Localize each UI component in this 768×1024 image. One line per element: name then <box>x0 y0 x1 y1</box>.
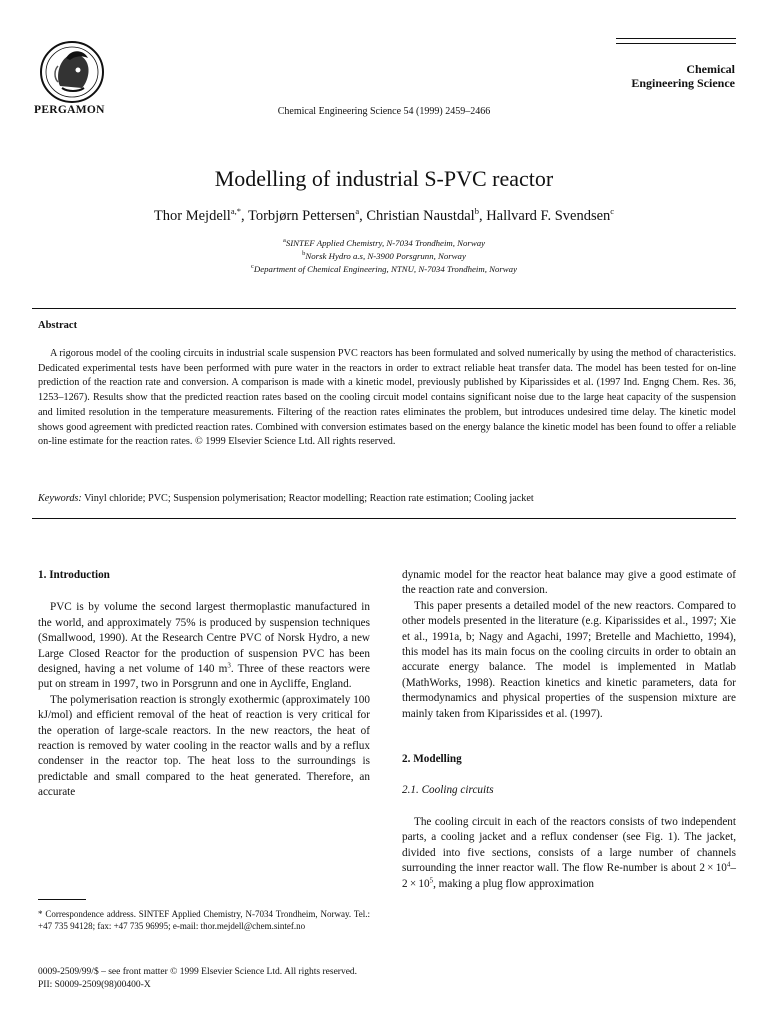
publisher-logo <box>38 40 106 104</box>
issn-line: 0009-2509/99/$ – see front matter © 1999 Elsevier Science Ltd. All rights reserved. <box>38 967 358 977</box>
left-column <box>38 568 370 801</box>
paragraph: dynamic model for the reactor heat balance may give a good estimate of the reaction rate and conversion. <box>402 569 736 597</box>
affiliation: $^c$Department of Chemical Engineering, NTNU, N-7034 Trondheim, Norway <box>251 263 517 274</box>
right-column <box>402 568 736 892</box>
front-matter-info <box>38 966 357 992</box>
journal-name: Chemical Engineering Science <box>631 62 735 90</box>
subsection-heading: 2.1. Cooling circuits <box>402 784 494 797</box>
abstract-heading: Abstract <box>38 320 78 331</box>
publisher-name: PERGAMON <box>34 104 105 116</box>
author-name: Christian Naustdal <box>366 207 475 224</box>
footnote-rule <box>38 899 86 900</box>
paragraph: This paper presents a detailed model of the new reactors. Compared to other models presented in the literature (e.g. Kiparissides et al., 1997; Xie et al., 1991a, b; Nagy and Agachi, 1997; Bretelle and Machietto, 1994), this model has its main focus on the cooling circuits in order to obtain an accurate energy balance. The model is implemented in Matlab (MathWorks, 1998). Reaction kinetics and kinetic parameters, data for thermodynamics and physical properties of the suspension mixture are mainly taken from Kiparissides et al. (1997). <box>402 599 736 720</box>
keywords: Keywords: Vinyl chloride; PVC; Suspension polymerisation; Reactor modelling; Reaction rate estimation; Cooling jacket <box>38 493 534 504</box>
author-name: Hallvard F. Svendsen <box>486 207 611 224</box>
divider <box>32 518 736 519</box>
affiliation: $^b$Norsk Hydro a.s, N-3900 Porsgrunn, Norway <box>302 250 466 261</box>
affiliation: $^a$SINTEF Applied Chemistry, N-7034 Trondheim, Norway <box>282 237 486 248</box>
pii-line: PII: S0009-2509(98)00400-X <box>38 980 151 990</box>
journal-citation: Chemical Engineering Science 54 (1999) 2459–2466 <box>277 106 491 117</box>
abstract-text: A rigorous model of the cooling circuits in industrial scale suspension PVC reactors has been formulated and solved numerically by using the method of characteristics. Dedicated experimental tests have been performed with pure water in the reactors in order to extract reliable heat transfer data. The model has been tested for on-line prediction of the reaction rate and conversion. A comparison is made with a kinetic model, previously published by Kiparissides et al. (1997 Ind. Engng Chem. Res. 36, 1253–1267). Results show that the predicted reaction rates based on the cooling circuit model contains significant noise due to the large heat capacity of the suspension and limited resolution in the temperature measurements. Filtering of the reaction rates eliminates the problem, but introduces undesired time delay. The kinetic model shows good agreement with predicted reaction rates. Combined with conversion estimates based on the energy balance the kinetic model has been found to offer a reliable on-line estimate for the reaction rates. © 1999 Elsevier Science Ltd. All rights reserved. <box>38 348 736 448</box>
paragraph: The polymerisation reaction is strongly exothermic (approximately 100 kJ/mol) and efficient removal of the heat of reaction is very critical for the operation of large-scale reactors. In the new reactors, the heat of reaction is removed by water cooling in the reactor walls and by a reflux condenser in the reactor top. The heat loss to the surroundings is predictable and small compared to the heat generated. Therefore, an accurate <box>38 693 370 799</box>
paragraph: The cooling circuit in each of the reactors consists of two independent parts, a cooling jacket and a reflux condenser (see Fig. 1). The jacket, divided into five sections, consists of a large number of channels surrounding the inner reactor wall. The flow Re-number is about $2 \times 10^4-2 \times 10^5$, making a plug flow approximation <box>402 815 736 890</box>
author-list: Thor Mejdell$^{a,*}$, Torbjørn Pettersen$^a$, Christian Naustdal$^b$, Hallvard F. Svendsen$^c$ <box>153 206 615 224</box>
paper-title: Modelling of industrial S-PVC reactor <box>214 166 554 191</box>
footnote: * Correspondence address. SINTEF Applied Chemistry, N-7034 Trondheim, Norway. Tel.: +47 735 94128; fax: +47 735 96995; e-mail: thor.mejdell@chem.sintef.no <box>38 909 370 931</box>
paragraph: PVC is by volume the second largest thermoplastic manufactured in the world, and approximately 75% is produced by suspension techniques (Smallwood, 1990). At the Research Centre PVC of Norsk Hydro, a new Large Closed Reactor for the production of suspension PVC has been designed, having a net volume of 140 $m^3$. Three of these reactors were put on stream in 1997, two in Porsgrunn and one in Aycliffe, England. <box>38 601 370 691</box>
author-name: Torbjørn Pettersen <box>248 207 356 224</box>
copyright: © 1999 Elsevier Science Ltd. All rights reserved. <box>195 436 396 448</box>
divider <box>32 308 736 309</box>
author-name: Thor Mejdell <box>153 207 231 224</box>
section-heading: 1. Introduction <box>38 569 110 581</box>
section-heading: 2. Modelling <box>402 753 462 766</box>
journal-rules <box>616 38 736 44</box>
